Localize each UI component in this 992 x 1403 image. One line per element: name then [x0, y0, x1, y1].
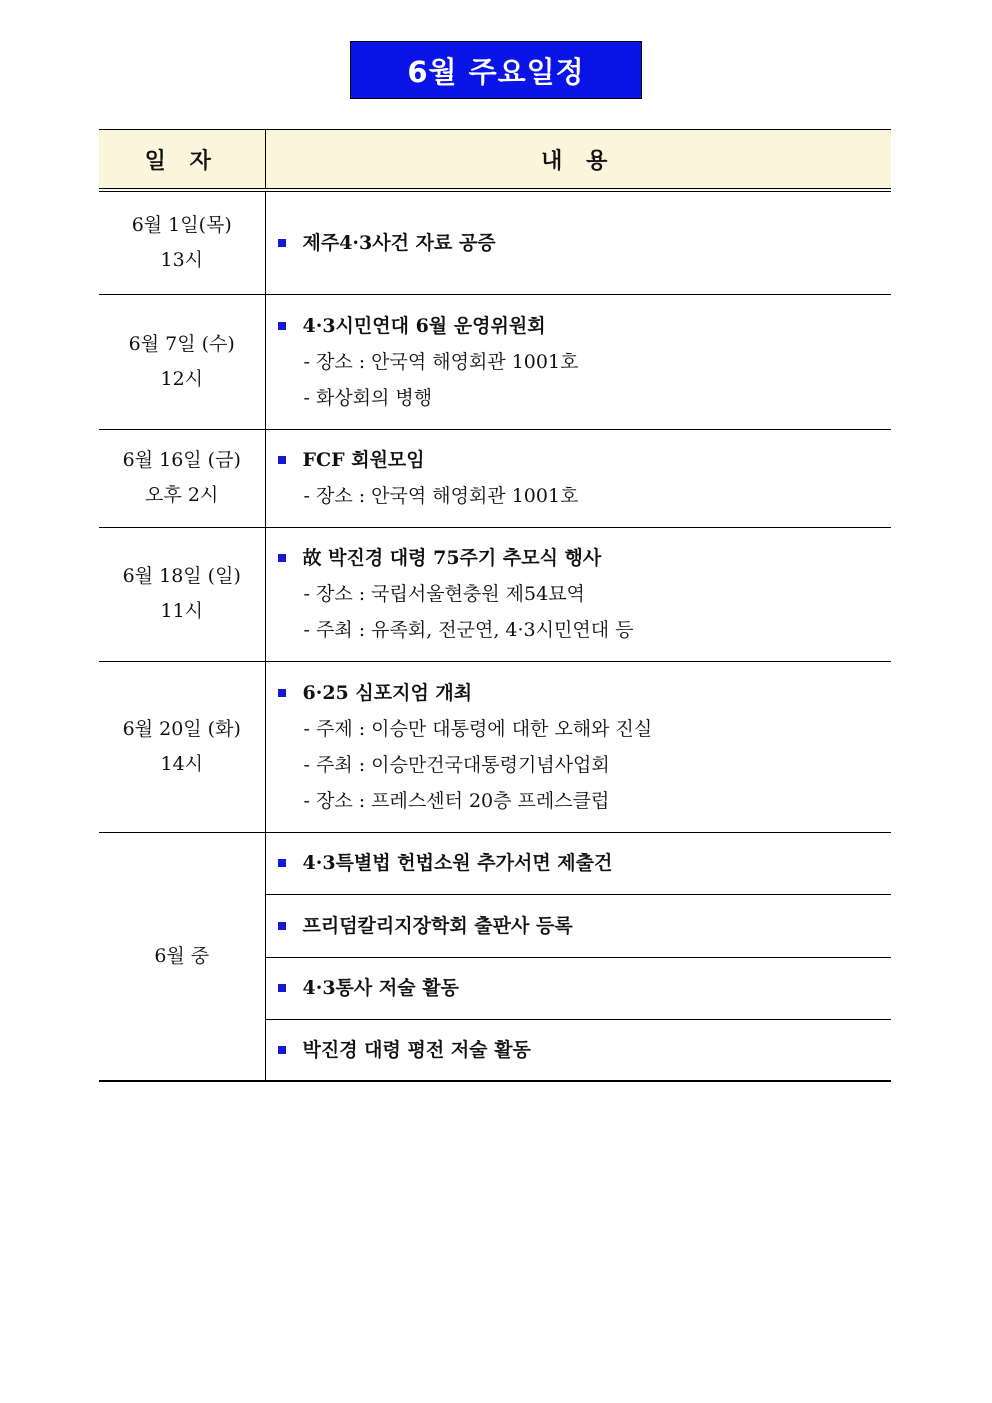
- content-cell: [265, 832, 891, 894]
- item-text: 4·3특별법 헌법소원 추가서면 제출건: [302, 852, 613, 874]
- item-text: 4·3통사 저술 활동: [302, 977, 459, 999]
- date-cell: [99, 190, 265, 294]
- header-date: 일 자: [99, 130, 265, 191]
- square-bullet-icon: [278, 922, 286, 930]
- time-line: 14시: [160, 752, 204, 775]
- list-item: [278, 225, 892, 261]
- sub-item: - 장소 : 국립서울현충원 제54묘역: [303, 583, 585, 605]
- date-line: 6월 1일(목): [131, 213, 232, 236]
- sub-item: - 화상회의 병행: [303, 386, 433, 409]
- table-row: [99, 190, 891, 294]
- item-text: 故 박진경 대령 75주기 추모식 행사: [302, 547, 602, 569]
- table-row: [99, 294, 891, 429]
- list-item: [278, 908, 892, 944]
- list-item: [278, 970, 892, 1006]
- sub-item: - 주제 : 이승만 대통령에 대한 오해와 진실: [303, 717, 653, 740]
- date-cell: [99, 429, 265, 527]
- time-line: 12시: [160, 367, 204, 390]
- content-cell: [265, 527, 891, 661]
- time-line: 13시: [160, 248, 204, 271]
- date-line: 6월 20일 (화): [122, 717, 241, 740]
- square-bullet-icon: [278, 456, 286, 464]
- content-cell: [265, 429, 891, 527]
- date-line: 6월 18일 (일): [122, 565, 241, 587]
- time-line: 오후 2시: [145, 484, 219, 506]
- square-bullet-icon: [278, 554, 286, 562]
- item-text: 박진경 대령 평전 저술 활동: [302, 1038, 531, 1061]
- list-item: [278, 442, 892, 478]
- item-text: FCF 회원모임: [302, 449, 425, 471]
- list-item: [278, 845, 892, 881]
- date-line: 6월 16일 (금): [122, 449, 241, 471]
- list-item: [278, 308, 892, 344]
- item-text: 4·3시민연대 6월 운영위원회: [302, 314, 546, 337]
- sub-item: - 장소 : 안국역 해영회관 1001호: [303, 485, 579, 507]
- date-cell: [99, 294, 265, 429]
- date-cell: [99, 832, 265, 1081]
- time-line: 11시: [160, 600, 204, 622]
- sub-item: - 주최 : 이승만건국대통령기념사업회: [303, 753, 610, 776]
- list-item: [278, 675, 892, 711]
- content-cell: [265, 957, 891, 1019]
- sub-item: - 주최 : 유족회, 전군연, 4·3시민연대 등: [303, 619, 634, 641]
- content-cell: [265, 894, 891, 957]
- table-row: [99, 832, 891, 894]
- table-row: [99, 429, 891, 527]
- square-bullet-icon: [278, 322, 286, 330]
- table-row: [99, 661, 891, 832]
- schedule-table: [99, 129, 891, 1082]
- date-line: 6월 중: [154, 944, 210, 967]
- page-title-box: [350, 41, 642, 99]
- content-cell: [265, 1019, 891, 1081]
- square-bullet-icon: [278, 239, 286, 247]
- sub-item: - 장소 : 프레스센터 20층 프레스클럽: [303, 789, 610, 812]
- date-cell: [99, 661, 265, 832]
- table-row: [99, 527, 891, 661]
- list-item: [278, 1032, 892, 1068]
- item-text: 프리덤칼리지장학회 출판사 등록: [302, 914, 573, 937]
- square-bullet-icon: [278, 689, 286, 697]
- square-bullet-icon: [278, 1046, 286, 1054]
- date-line: 6월 7일 (수): [128, 332, 235, 355]
- page-title: 6월 주요일정: [407, 54, 585, 89]
- content-cell: [265, 661, 891, 832]
- date-cell: [99, 527, 265, 661]
- list-item: [278, 540, 892, 576]
- sub-item: - 장소 : 안국역 해영회관 1001호: [303, 350, 579, 373]
- content-cell: [265, 190, 891, 294]
- item-text: 6·25 심포지엄 개최: [302, 681, 473, 704]
- header-content: 내 용: [265, 130, 891, 191]
- item-text: 제주4·3사건 자료 공증: [302, 231, 496, 254]
- square-bullet-icon: [278, 984, 286, 992]
- table-header-row: [99, 130, 891, 191]
- square-bullet-icon: [278, 859, 286, 867]
- content-cell: [265, 294, 891, 429]
